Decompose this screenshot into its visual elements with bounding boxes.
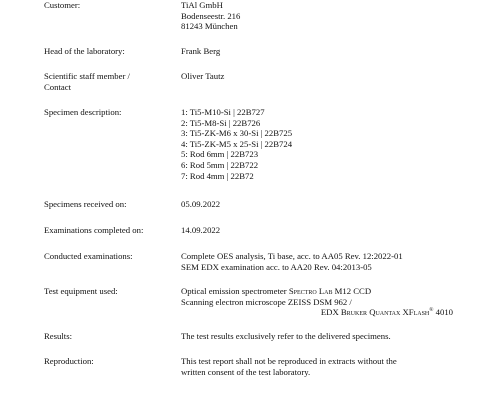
specimens-received-row <box>44 199 464 210</box>
specimen-item: 2: Ti5-M8-Si | 22B726 <box>181 117 261 128</box>
equipment-edx-model: 4010 <box>433 307 453 318</box>
equipment-spectrometer-prefix: Optical emission spectrometer <box>181 286 289 296</box>
staff-member-label-line2: Contact <box>44 81 72 92</box>
examination-item: SEM EDX examination acc. to AA20 Rev. 04:2013-05 <box>181 261 372 272</box>
staff-member-row <box>44 71 464 92</box>
equipment-spectrometer-model: M12 CCD <box>332 286 372 296</box>
customer-address <box>181 0 464 32</box>
test-equipment-row <box>44 286 464 318</box>
reproduction-text <box>181 356 464 377</box>
specimen-item: 5: Rod 6mm | 22B723 <box>181 149 259 160</box>
head-of-lab-label: Head of the laboratory: <box>44 46 125 56</box>
customer-label: Customer: <box>44 0 81 10</box>
results-value: The test results exclusively refer to the delivered specimens. <box>181 331 391 341</box>
reproduction-line: This test report shall not be reproduced in extracts without the <box>181 356 397 366</box>
examinations-completed-label: Examinations completed on: <box>44 225 144 235</box>
specimen-item: 3: Ti5-ZK-M6 x 30-Si | 22B725 <box>181 128 293 139</box>
customer-name: TiAl GmbH <box>181 0 223 10</box>
customer-city: 81243 München <box>181 21 238 32</box>
equipment-microscope: Scanning electron microscope ZEISS DSM 962 / <box>181 296 352 307</box>
examination-item: Complete OES analysis, Ti base, acc. to AA05 Rev. 12:2022-01 <box>181 251 403 261</box>
specimen-description-row <box>44 107 464 181</box>
customer-row <box>44 0 464 32</box>
equipment-spectrometer <box>181 286 453 297</box>
registered-mark: ® <box>429 307 434 314</box>
specimen-description-label: Specimen description: <box>44 107 122 117</box>
results-label: Results: <box>44 331 72 341</box>
reproduction-row <box>44 356 464 377</box>
specimen-item: 1: Ti5-M10-Si | 22B727 <box>181 107 265 117</box>
test-equipment-label: Test equipment used: <box>44 286 118 296</box>
reproduction-label: Reproduction: <box>44 356 94 366</box>
specimens-received-label: Specimens received on: <box>44 199 127 209</box>
examinations-completed-row <box>44 225 464 236</box>
specimen-list <box>181 107 464 181</box>
staff-member-label <box>44 71 181 92</box>
conducted-examinations-label: Conducted examinations: <box>44 251 133 261</box>
staff-member-value: Oliver Tautz <box>181 71 225 81</box>
customer-street: Bodenseestr. 216 <box>181 10 241 21</box>
conducted-examinations-row <box>44 251 464 272</box>
equipment-edx-brand: Bruker Quantax XFlash <box>340 307 430 318</box>
test-equipment-list <box>181 286 453 318</box>
head-of-lab-row <box>44 46 464 57</box>
conducted-examinations-list <box>181 251 464 272</box>
head-of-lab-value: Frank Berg <box>181 46 221 56</box>
specimens-received-date: 05.09.2022 <box>181 199 221 209</box>
specimen-item: 6: Rod 5mm | 22B722 <box>181 159 259 170</box>
equipment-edx <box>181 307 453 318</box>
equipment-spectrometer-brand: Spectro Lab <box>288 286 333 296</box>
equipment-edx-prefix: EDX <box>320 307 341 318</box>
staff-member-label-line1: Scientific staff member / <box>44 71 130 81</box>
reproduction-line: written consent of the test laboratory. <box>181 366 311 377</box>
results-row <box>44 331 464 342</box>
specimen-item: 4: Ti5-ZK-M5 x 25-Si | 22B724 <box>181 138 293 149</box>
specimen-item: 7: Rod 4mm | 22B72 <box>181 170 254 181</box>
examinations-completed-date: 14.09.2022 <box>181 225 221 235</box>
